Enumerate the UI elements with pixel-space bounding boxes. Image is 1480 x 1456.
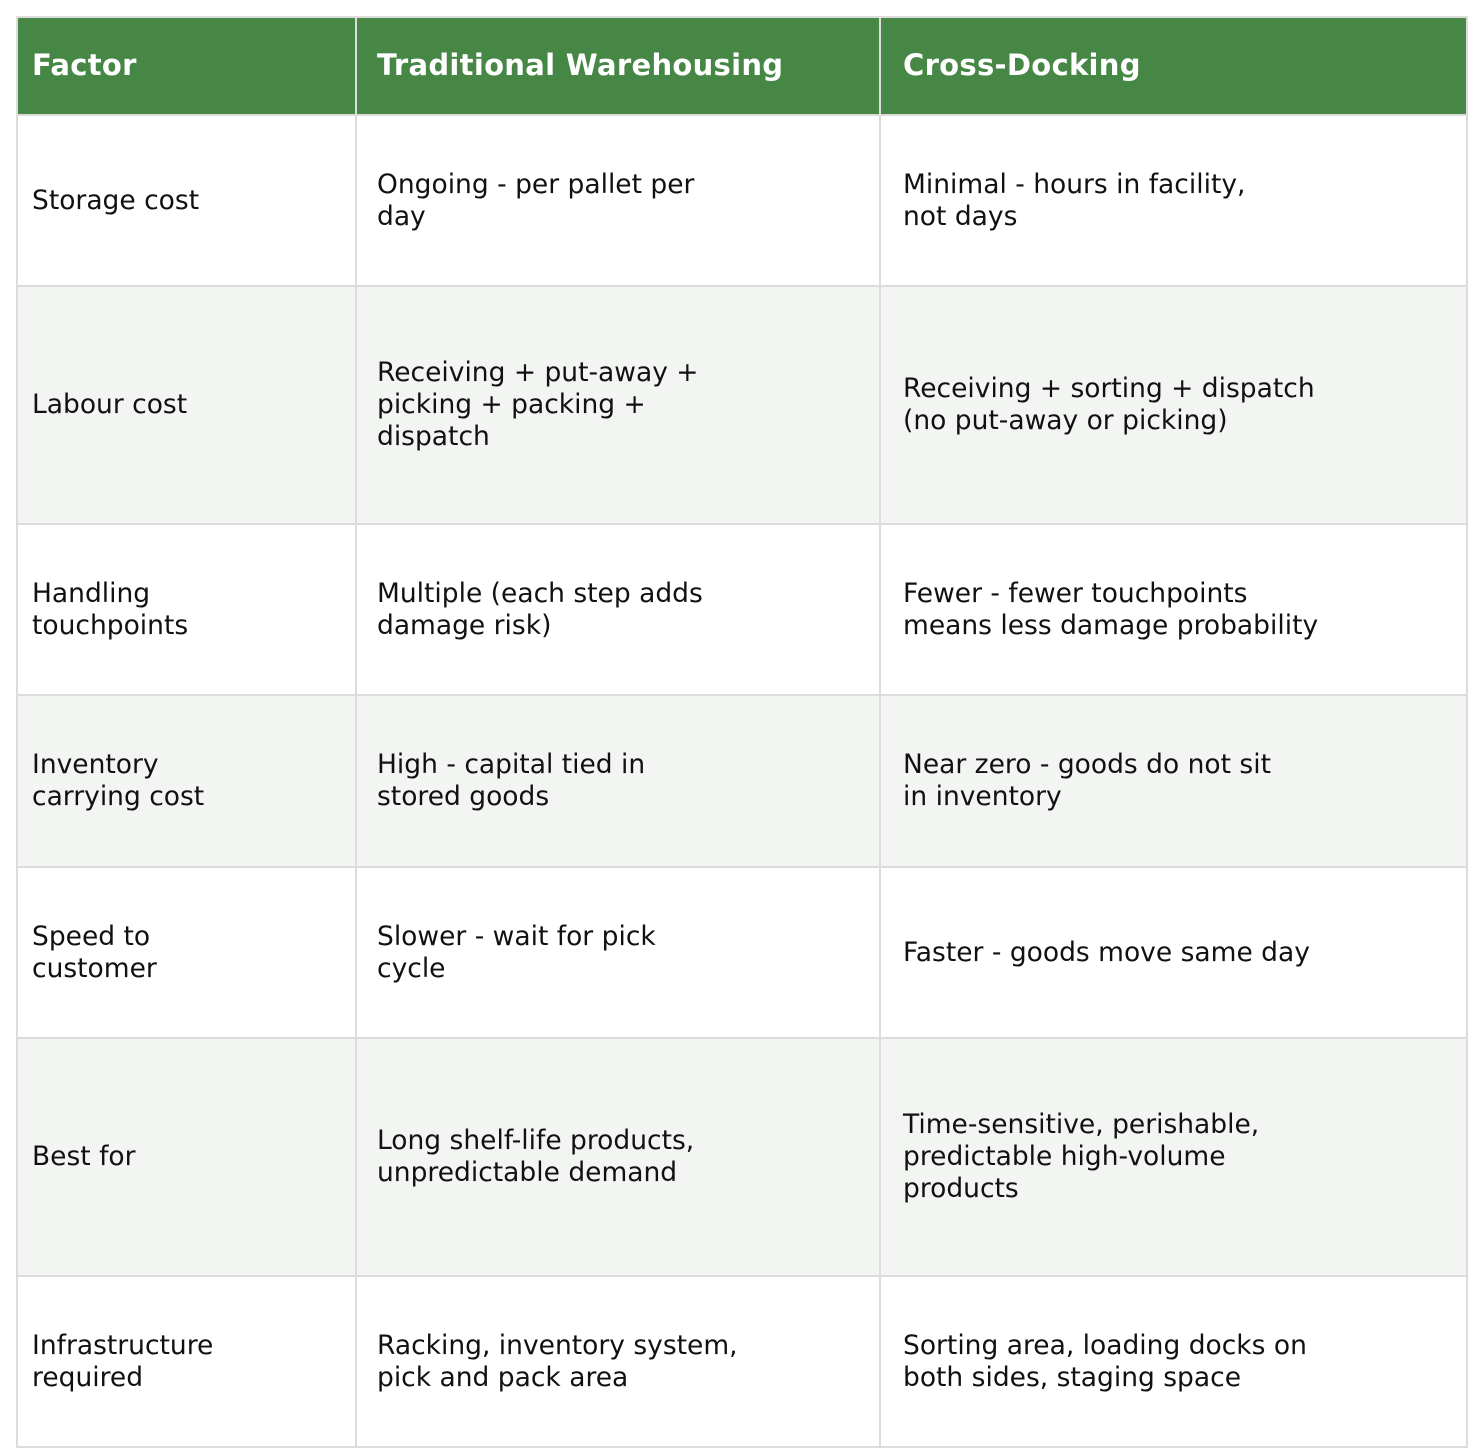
table-header [17,17,1467,115]
table-row [17,524,1467,695]
factor-text: Speed to customer [32,920,157,984]
factor-cell [17,286,356,524]
traditional-cell [356,1276,880,1447]
table-row [17,115,1467,286]
table-row [17,695,1467,867]
traditional-text: High - capital tied in stored goods [377,749,646,812]
factor-cell [17,115,356,286]
traditional-cell [356,115,880,286]
factor-text: Labour cost [32,389,188,420]
cross-docking-text: Fewer - fewer touchpoints means less damage probability [903,577,1319,641]
header-traditional-warehousing: Traditional Warehousing [356,17,880,115]
factor-text: Best for [32,1141,136,1172]
table-row [17,867,1467,1038]
factor-cell [17,1038,356,1276]
traditional-text: Racking, inventory system, pick and pack area [377,1329,738,1393]
cross-docking-cell [880,695,1467,867]
traditional-text: Slower - wait for pick cycle [377,920,656,984]
cross-docking-text: Faster - goods move same day [903,936,1310,968]
cross-docking-text: Minimal - hours in facility, not days [903,168,1246,232]
traditional-cell [356,286,880,524]
traditional-text: Ongoing - per pallet per day [377,168,695,232]
header-cross-docking: Cross-Docking [880,17,1467,115]
factor-cell [17,867,356,1038]
cross-docking-text: Receiving + sorting + dispatch (no put-away or picking) [903,373,1315,436]
cross-docking-cell [880,115,1467,286]
cross-docking-cell [880,1276,1467,1447]
factor-cell [17,695,356,867]
traditional-cell [356,1038,880,1276]
factor-cell [17,1276,356,1447]
table-row [17,1038,1467,1276]
cross-docking-text: Sorting area, loading docks on both sides, staging space [903,1329,1307,1393]
cross-docking-text: Near zero - goods do not sit in inventory [903,749,1271,812]
table-row [17,1276,1467,1447]
traditional-text: Multiple (each step adds damage risk) [377,577,703,641]
traditional-text: Receiving + put-away + picking + packing + dispatch [377,357,699,452]
table-body [17,115,1467,1447]
traditional-text: Long shelf-life products, unpredictable demand [377,1125,695,1188]
cross-docking-text: Time-sensitive, perishable, predictable high-volume products [903,1109,1260,1204]
traditional-cell [356,867,880,1038]
cross-docking-cell [880,524,1467,695]
factor-text: Infrastructure required [32,1329,214,1393]
factor-cell [17,524,356,695]
header-row [17,17,1467,115]
cross-docking-cell [880,286,1467,524]
header-factor: Factor [17,17,356,115]
cross-docking-cell [880,1038,1467,1276]
factor-text: Handling touchpoints [32,577,189,641]
traditional-cell [356,524,880,695]
factor-text: Storage cost [32,184,200,216]
comparison-table [16,16,1468,1448]
cross-docking-cell [880,867,1467,1038]
traditional-cell [356,695,880,867]
factor-text: Inventory carrying cost [32,749,205,812]
table-row [17,286,1467,524]
